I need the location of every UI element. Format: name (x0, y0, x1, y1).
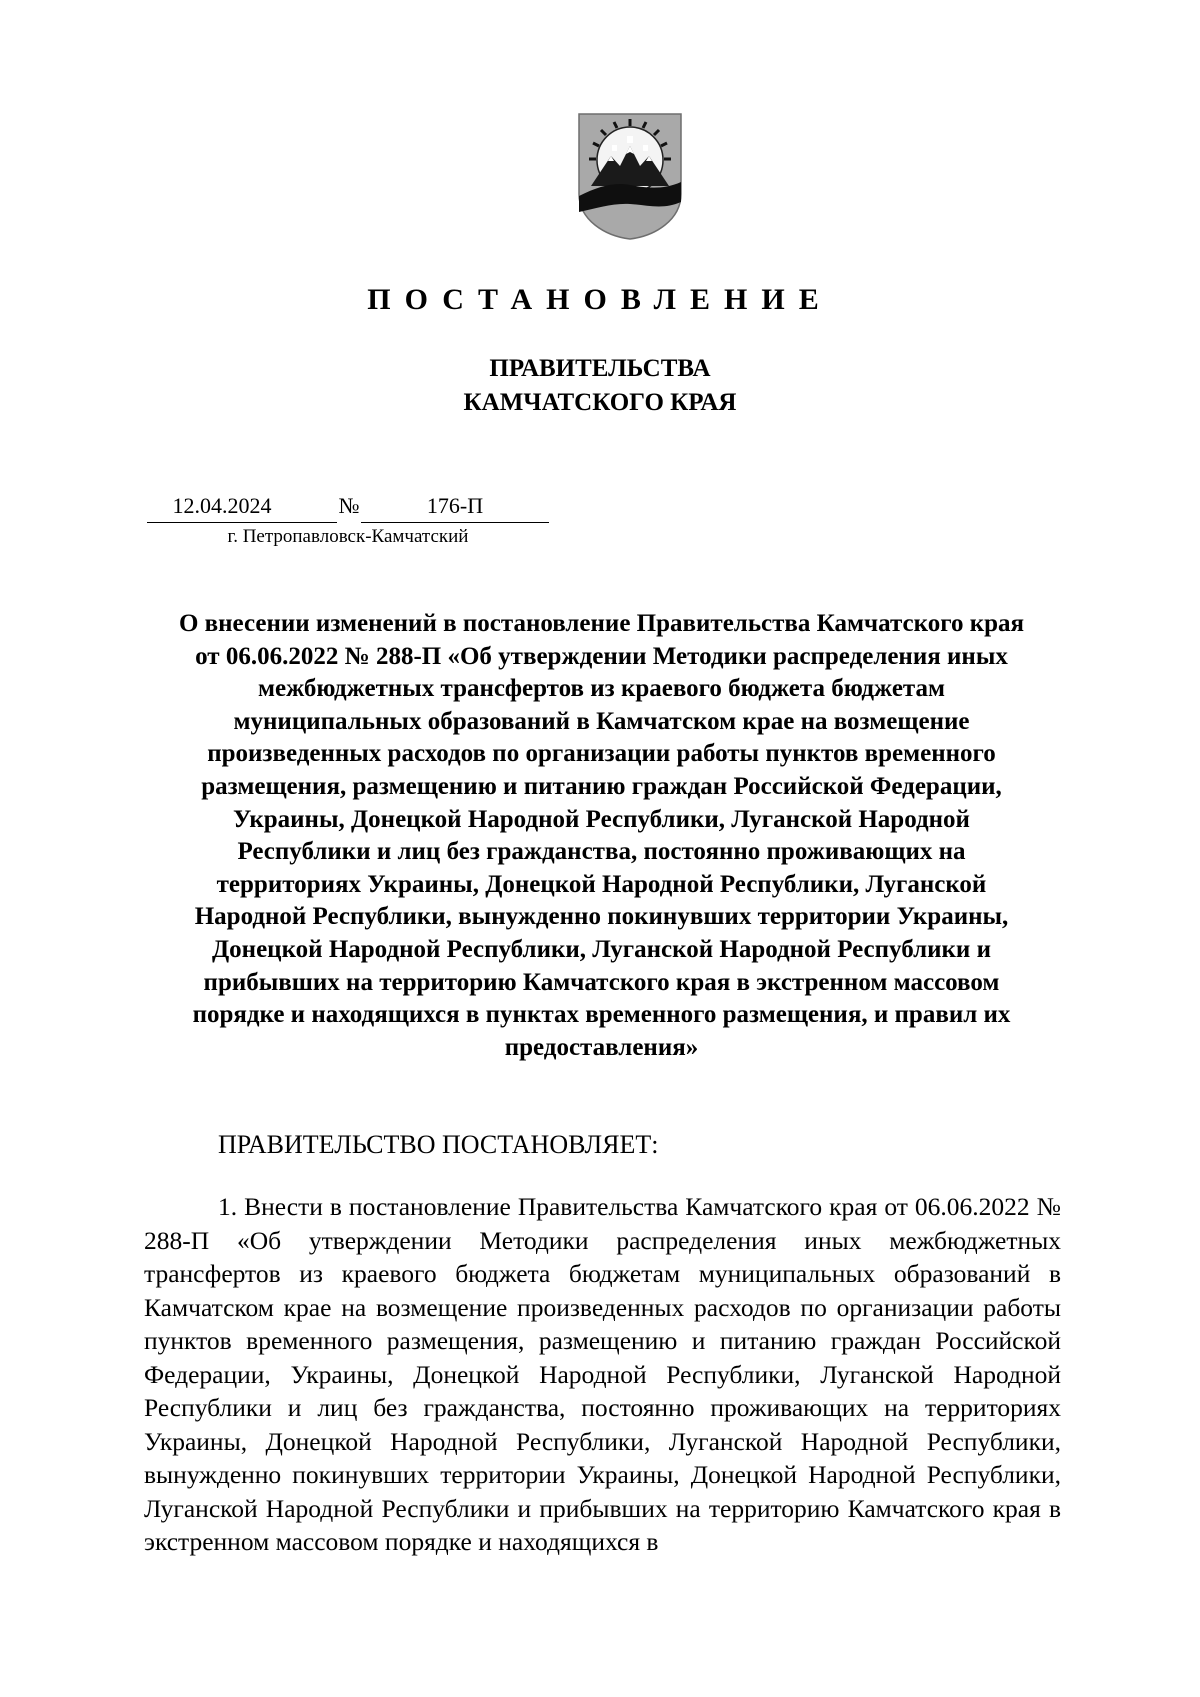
date-number-separator-line (297, 492, 337, 523)
body-paragraph-1: 1. Внести в постановление Правительства Камчатского края от 06.06.2022 № 288-П «Об утверждении Методики распределения иных межбюджетных трансфертов из краевого бюджета бюджетам муниципальных образований в Камчатском крае на возмещение произведенных расходов по организации работы пунктов временного размещения, размещению и питанию граждан Российской Федерации, Украины, Донецкой Народной Республики, Луганской Народной Республики и лиц без гражданства, постоянно проживающих на территориях Украины, Донецкой Народной Республики, Луганской Народной Республики, вынужденно покинувших территории Украины, Донецкой Народной Республики, Луганской Народной Республики и прибывших на территорию Камчатского края в экстренном массовом порядке и находящихся в (144, 1192, 1061, 1556)
document-number: 176-П (361, 492, 549, 523)
document-subject-title: О внесении изменений в постановление Правительства Камчатского края от 06.06.2022 № 288-П «Об утверждении Методики распределения иных межбюджетных трансфертов из краевого бюджета бюджетам муниципальных образований в Камчатском крае на возмещение произведенных расходов по организации работы пунктов временного размещения, размещению и питанию граждан Российской Федерации, Украины, Донецкой Народной Республики, Луганской Народной Республики и лиц без гражданства, постоянно проживающих на территориях Украины, Донецкой Народной Республики, Луганской Народной Республики, вынужденно покинувших территории Украины, Донецкой Народной Республики, Луганской Народной Республики и прибывших на территорию Камчатского края в экстренном массовом порядке и находящихся в пунктах временного размещения, и правил их предоставления» (178, 610, 1025, 1061)
document-date: 12.04.2024 (147, 492, 297, 523)
issuer-line-1: ПРАВИТЕЛЬСТВА (489, 355, 711, 382)
issuer-line-2: КАМЧАТСКОГО КРАЯ (463, 389, 737, 416)
coat-of-arms-emblem (577, 112, 683, 240)
issue-city: г. Петропавловск-Камчатский (227, 526, 469, 547)
number-sign: № (338, 493, 360, 518)
resolves-statement: ПРАВИТЕЛЬСТВО ПОСТАНОВЛЯЕТ: (218, 1130, 659, 1159)
issuer-heading (0, 352, 1200, 420)
document-type-heading: ПОСТАНОВЛЕНИЕ (367, 283, 833, 316)
